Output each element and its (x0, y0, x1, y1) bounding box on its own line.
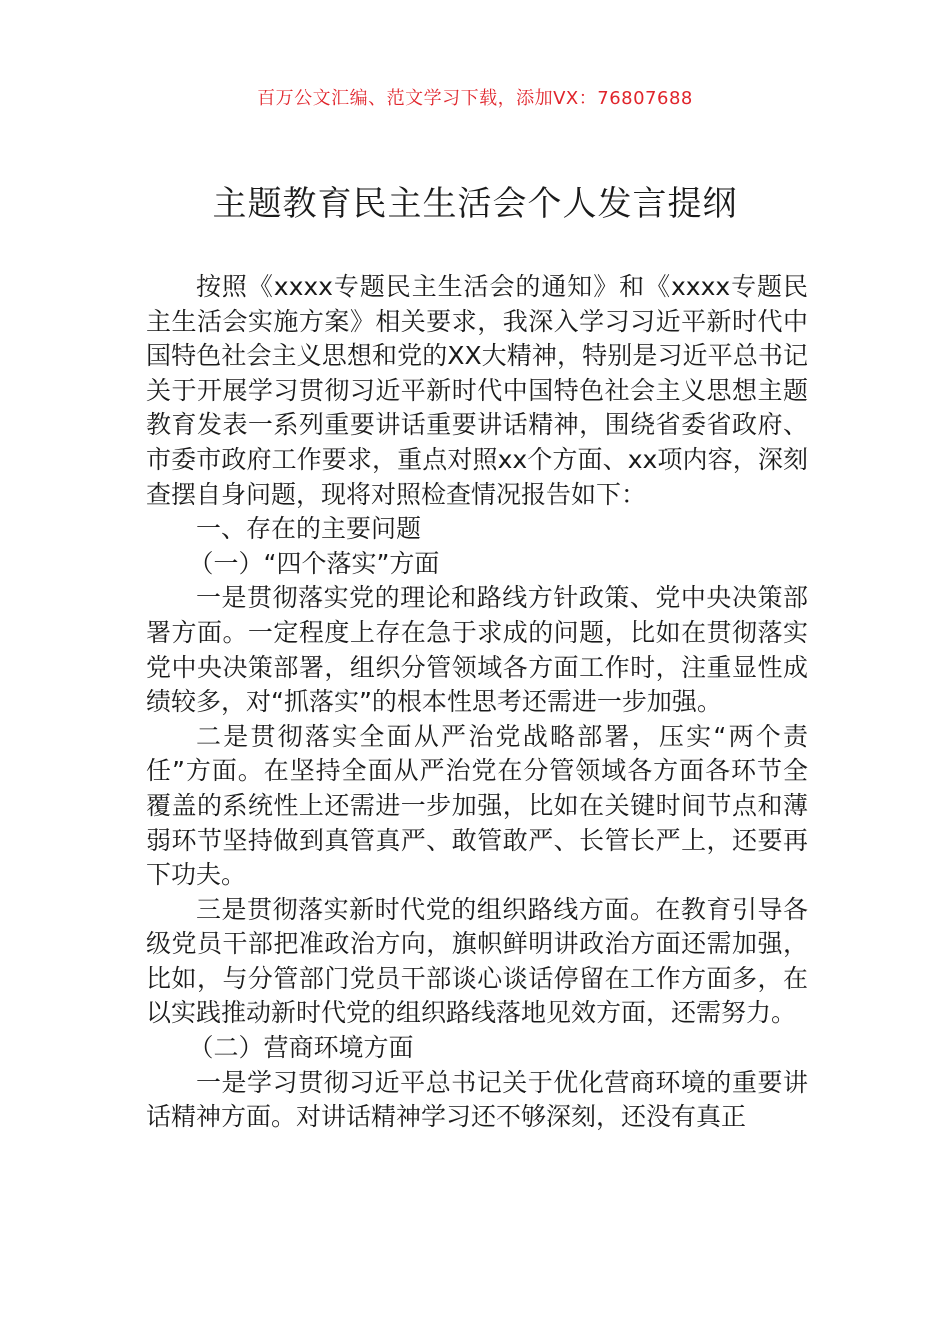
document-title: 主题教育民主生活会个人发言提纲 (212, 184, 738, 224)
document-body (146, 270, 808, 1135)
body-paragraph: 二是贯彻落实全面从严治党战略部署，压实“两个责任”方面。在坚持全面从严治党在分管领域各方面各环节全覆盖的系统性上还需进一步加强，比如在关键时间节点和薄弱环节坚持做到真管真严、敢管敢严、长管长严上，还要再下功夫。 (146, 721, 808, 890)
header-note: 百万公文汇编、范文学习下载，添加VX：76807688 (257, 88, 693, 109)
section-heading-1: 一、存在的主要问题 (196, 514, 422, 544)
body-paragraph: 一是贯彻落实党的理论和路线方针政策、党中央决策部署方面。一定程度上存在急于求成的问题，比如在贯彻落实党中央决策部署，组织分管领域各方面工作时，注重显性成绩较多，对“抓落实”的根本性思考还需进一步加强。 (146, 583, 808, 717)
subsection-heading-2: （二）营商环境方面 (188, 1033, 414, 1063)
intro-paragraph: 按照《xxxx专题民主生活会的通知》和《xxxx专题民主生活会实施方案》相关要求，我深入学习习近平新时代中国特色社会主义思想和党的XX大精神，特别是习近平总书记关于开展学习贯彻习近平新时代中国特色社会主义思想主题教育发表一系列重要讲话重要讲话精神，围绕省委省政府、市委市政府工作要求，重点对照xx个方面、xx项内容，深刻查摆自身问题，现将对照检查情况报告如下： (146, 272, 808, 509)
body-paragraph: 三是贯彻落实新时代党的组织路线方面。在教育引导各级党员干部把准政治方向，旗帜鲜明讲政治方面还需加强，比如，与分管部门党员干部谈心谈话停留在工作方面多，在以实践推动新时代党的组织路线落地见效方面，还需努力。 (146, 894, 808, 1028)
subsection-heading-1: （一）“四个落实”方面 (188, 548, 440, 578)
body-paragraph: 一是学习贯彻习近平总书记关于优化营商环境的重要讲话精神方面。对讲话精神学习还不够深刻，还没有真正 (146, 1067, 808, 1132)
